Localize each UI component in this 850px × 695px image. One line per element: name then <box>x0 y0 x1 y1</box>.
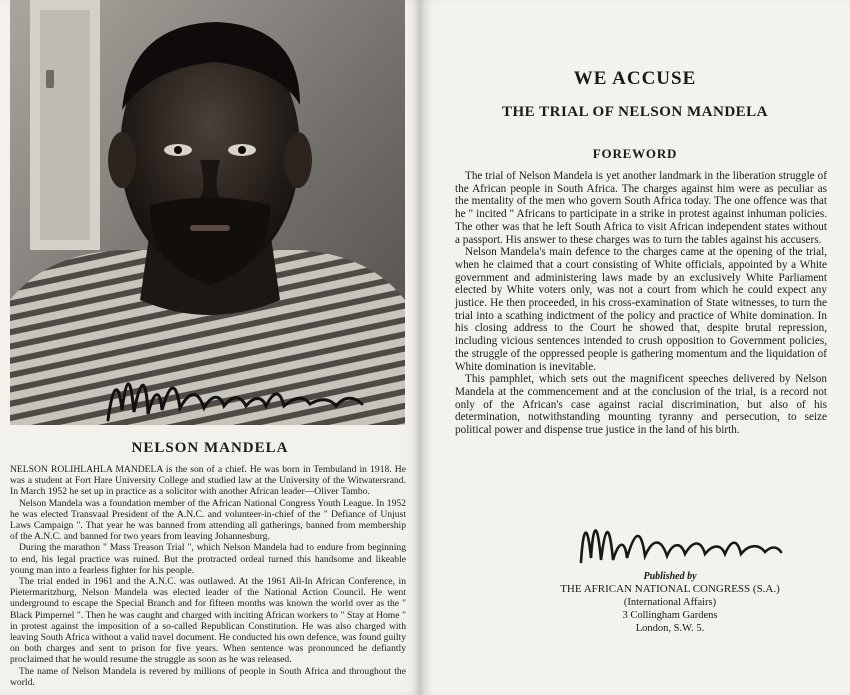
left-page <box>0 0 420 695</box>
mandela-signature <box>575 500 785 580</box>
bio-paragraph: The trial ended in 1961 and the A.N.C. was outlawed. At the 1961 All-In African Conference, in Pietermaritzburg, Nelson Mandela was elected leader of the National Action Council. He went underground to escape the Special Branch and for fifteen months was known the world over as the " Black Pimpernel ". Then he was caught and charged with inciting African workers to " Stay at Home " in protest against the imposition of a so-called Republican Constitution. He was also charged with leaving South Africa without a valid travel document. He conducted his own defence, was found guilty on both charges and sent to prison for five years. When sentence was pronounced he defiantly proclaimed that he would resume the struggle as soon as he was released. <box>10 576 406 666</box>
publisher-block <box>420 570 850 635</box>
bio-paragraph: During the marathon " Mass Treason Trial ", which Nelson Mandela had to endure from beginning to end, his legal practice was ruined. But the protracted ordeal turned this handsome and likeable young man into a fearless fighter for his people. <box>10 542 406 576</box>
portrait-photo <box>10 0 405 425</box>
bio-paragraph: NELSON ROLIHLAHLA MANDELA is the son of a chief. He was born in Tembuland in 1918. He was a student at Fort Hare University College and studied law at the University of the Witwatersrand. In March 1952 he set up in practice as a solicitor with another African leader—Oliver Tambo. <box>10 464 406 498</box>
pamphlet-title: WE ACCUSE <box>573 68 697 89</box>
foreword-heading: FOREWORD <box>592 146 678 161</box>
published-by-label: Published by <box>643 571 697 582</box>
foreword-text <box>455 170 827 437</box>
bio-paragraph: Nelson Mandela was a foundation member of the African National Congress Youth League. In 1952 he was elected Transvaal President of the A.N.C. and volunteer-in-chief of the " Defiance of Unjust Laws Campaign ". That year he was banned from attending all gatherings, banned from membership of the A.N.C. and banned for two years from leaving Johannesburg. <box>10 497 406 543</box>
foreword-paragraph: Nelson Mandela's main defence to the charges came at the opening of the trial, when he claimed that a court consisting of White officials, appointed by a White government and administering laws made by an exclusively White Parliament elected by White voters only, was not a court from which he could expect any justice. He then proceeded, in his cross-examination of State witnesses, to turn the trial into a scathing indictment of the policy and practice of White domination. In his closing address to the Court he showed that, despite brutal repression, including vicious sentences intended to crush opposition to Government policies, the struggle of the oppressed people is gathering momentum and the liquidation of White domination is inevitable. <box>455 246 827 373</box>
bio-paragraph: The name of Nelson Mandela is revered by millions of people in South Africa and throughout the world. <box>10 665 406 688</box>
publisher-organisation: THE AFRICAN NATIONAL CONGRESS (S.A.) <box>560 583 780 595</box>
publisher-street: 3 Collingham Gardens <box>622 610 718 621</box>
portrait-title: NELSON MANDELA <box>131 440 289 456</box>
photo-signature <box>100 360 380 425</box>
foreword-paragraph: This pamphlet, which sets out the magnificent speeches delivered by Nelson Mandela at the commencement and at the conclusion of the trial, is a record not only of the African's case against racial discrimination, but also of his determination, notwithstanding mounting tyranny and persecution, to seize political power and dispense true justice in the land of his birth. <box>455 373 827 437</box>
publisher-department: (International Affairs) <box>623 597 717 608</box>
biography-text <box>10 464 406 688</box>
foreword-paragraph: The trial of Nelson Mandela is yet another landmark in the liberation struggle of the African people in South Africa. The charges against him were as peculiar as the mentality of the men who govern South Africa today. The one offence was that he " incited " Africans to participate in a strike in protest against inhuman policies. The other was that he left South Africa to visit African independent states without a passport. His answer to these charges was to turn the tables against his accusers. <box>455 170 827 246</box>
publisher-city: London, S.W. 5. <box>635 623 705 634</box>
pamphlet-subtitle: THE TRIAL OF NELSON MANDELA <box>501 104 769 120</box>
